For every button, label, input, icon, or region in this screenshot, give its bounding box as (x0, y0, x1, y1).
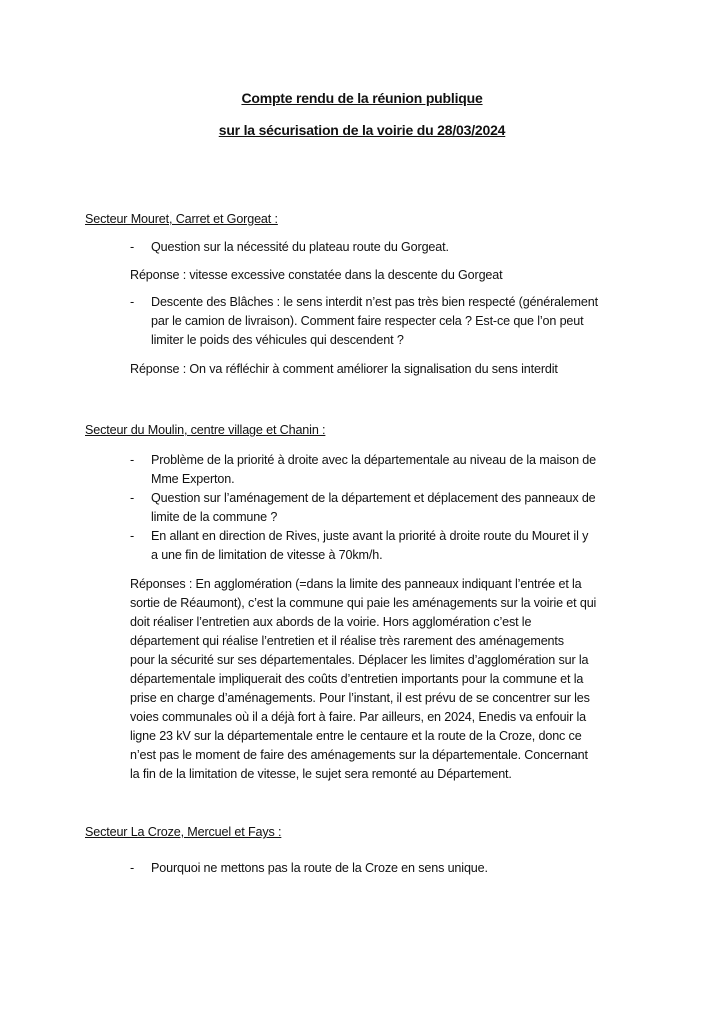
title-line-1: Compte rendu de la réunion publique (241, 90, 483, 106)
question-text: Descente des Blâches : le sens interdit n’est pas très bien respecté (généralement (151, 295, 598, 309)
bullet-dash: - (130, 295, 135, 309)
list-item: Question sur l’aménagement de la département et déplacement des panneaux de (151, 491, 596, 505)
response-line: pour la sécurité sur ses départementales. Déplacer les limites d’agglomération sur la (130, 653, 589, 667)
response-line: voies communales où il a déjà fort à faire. Par ailleurs, en 2024, Enedis va enfouir la (130, 710, 586, 724)
bullet-dash: - (130, 491, 135, 505)
bullet-dash: - (130, 529, 135, 543)
response-line: département qui réalise l’entretien et il réalise très rarement des aménagements (130, 634, 564, 648)
response-text: Réponse : vitesse excessive constatée dans la descente du Gorgeat (130, 268, 503, 282)
section-heading: Secteur La Croze, Mercuel et Fays : (85, 825, 282, 839)
response-line: doit réaliser l’entretien aux abords de la voirie. Hors agglomération c’est le (130, 615, 532, 629)
list-item: Pourquoi ne mettons pas la route de la Croze en sens unique. (151, 861, 488, 875)
list-item: Problème de la priorité à droite avec la départementale au niveau de la maison de (151, 453, 597, 467)
title-line-2: sur la sécurisation de la voirie du 28/03/2024 (218, 122, 506, 138)
question-text: limiter le poids des véhicules qui descendent ? (151, 333, 404, 347)
bullet-dash: - (130, 240, 135, 254)
response-line: ligne 23 kV sur la départementale entre le centaure et la route de la Croze, donc ce (130, 729, 582, 743)
list-item: limite de la commune ? (151, 510, 278, 524)
response-text: Réponse : On va réfléchir à comment améliorer la signalisation du sens interdit (130, 362, 558, 376)
list-item: a une fin de limitation de vitesse à 70km/h. (151, 548, 383, 562)
response-line: sortie de Réaumont), c’est la commune qui paie les aménagements sur la voirie et qui (130, 596, 597, 610)
response-line: n’est pas le moment de faire des aménagements sur la départementale. Concernant (130, 748, 588, 762)
list-item: Mme Experton. (151, 472, 235, 486)
response-line: la fin de la limitation de vitesse, le sujet sera remonté au Département. (130, 767, 512, 781)
bullet-dash: - (130, 453, 135, 467)
response-line: prise en charge d’aménagements. Pour l’instant, il est prévu de se concentrer sur les (130, 691, 590, 705)
section-heading: Secteur du Moulin, centre village et Chanin : (85, 423, 326, 437)
list-item: En allant en direction de Rives, juste avant la priorité à droite route du Mouret il y (151, 529, 589, 543)
question-text: Question sur la nécessité du plateau route du Gorgeat. (151, 240, 449, 254)
response-line: Réponses : En agglomération (=dans la limite des panneaux indiquant l’entrée et la (130, 577, 582, 591)
bullet-dash: - (130, 861, 135, 875)
question-text: par le camion de livraison). Comment faire respecter cela ? Est-ce que l’on peut (151, 314, 584, 328)
response-line: départementale impliquerait des coûts d’entretien importants pour la commune et la (130, 672, 584, 686)
section-heading: Secteur Mouret, Carret et Gorgeat : (85, 212, 278, 226)
